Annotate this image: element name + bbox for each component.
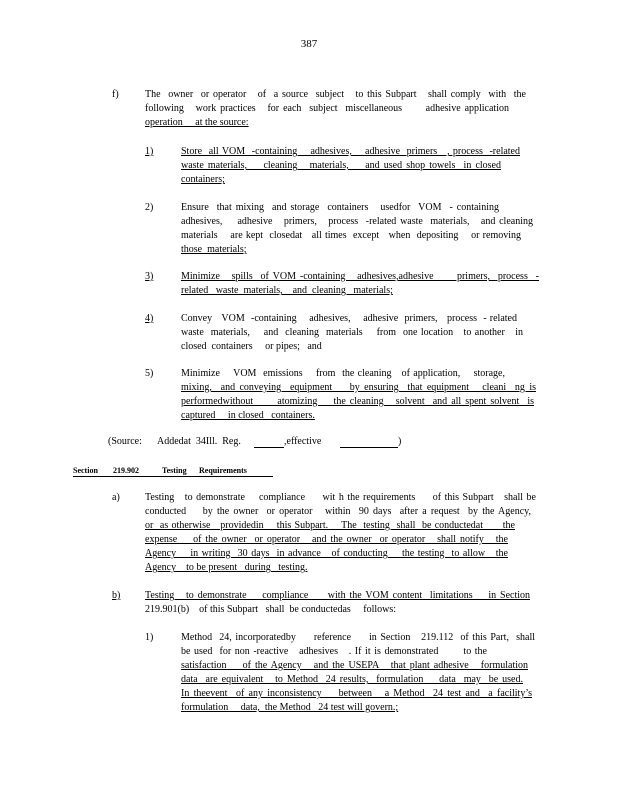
item-1-line-2: waste materials, cleaning materials, and used shop towels in closed: [181, 160, 501, 171]
method-item-line-3: satisfaction of the Agency and the USEPA that plant adhesive formulation: [181, 660, 528, 671]
item-5-line-4: captured in closed containers.: [181, 410, 315, 421]
method-item-line-1: Method 24, incorporatedby reference in Section 219.112 of this Part, shall: [181, 632, 535, 643]
subsection-a-label: a): [112, 492, 120, 503]
effective-date-blank: [340, 447, 398, 448]
item-2-line-1: Ensure that mixing and storage containers usedfor VOM - containing: [181, 202, 499, 213]
subsection-a-line-3: or as otherwise providedin this Subpart. The testing shall be conductedat the: [145, 520, 515, 531]
subsection-a-line-6: Agency to be present during testing.: [145, 562, 308, 573]
item-4-number: 4): [145, 313, 154, 324]
register-blank: [254, 447, 284, 448]
method-item-line-2: be used for non -reactive adhesives . If it is demonstrated to the: [181, 646, 487, 657]
subsection-a-line-5: Agency in writing 30 days in advance of conducting the testing to allow the: [145, 548, 508, 559]
method-item-number: 1): [145, 632, 154, 643]
method-item-line-6: formulation data, the Method 24 test will govern.;: [181, 702, 399, 713]
paragraph-f-label: f): [112, 89, 119, 100]
item-2-number: 2): [145, 202, 154, 213]
item-4-line-1: Convey VOM -containing adhesives, adhesive primers, process - related: [181, 313, 517, 324]
section-title-word-1: Testing: [162, 466, 187, 475]
method-item-line-5: In theevent of any inconsistency between a Method 24 test and a facility’s: [181, 688, 532, 699]
item-2-line-3: materials are kept closedat all times except when depositing or removing: [181, 230, 521, 241]
subsection-a-line-4: expense of the owner or operator and the owner or operator shall notify the: [145, 534, 508, 545]
paragraph-f-line-1: The owner or operator of a source subject to this Subpart shall comply with the: [145, 89, 526, 100]
section-heading-rule: [73, 476, 273, 477]
item-5-line-1: Minimize VOM emissions from the cleaning of application, storage,: [181, 368, 505, 379]
page-number: 387: [300, 38, 318, 50]
source-added: Addedat 34Ill. Reg.: [157, 436, 241, 447]
source-open: (Source:: [108, 436, 142, 447]
item-4-line-2: waste materials, and cleaning materials from one location to another in: [181, 327, 523, 338]
section-label: Section: [73, 466, 98, 475]
paragraph-f-line-3: operation at the source:: [145, 117, 249, 128]
subsection-b-line-2: 219.901(b) of this Subpart shall be conductedas follows:: [145, 604, 397, 615]
subsection-a-line-2: conducted by the owner or operator within 90 days after a request by the Agency,: [145, 506, 531, 517]
item-3-line-2: related waste materials, and cleaning materials;: [181, 285, 393, 296]
item-1-line-3: containers;: [181, 174, 225, 185]
subsection-b-line-1: Testing to demonstrate compliance with the VOM content limitations in Section: [145, 590, 530, 601]
item-2-line-2: adhesives, adhesive primers, process -related waste materials, and cleaning: [181, 216, 533, 227]
section-title-word-2: Requirements: [199, 466, 247, 475]
subsection-a-line-1: Testing to demonstrate compliance wit h the requirements of this Subpart shall be: [145, 492, 536, 503]
method-item-line-4: data are equivalent to Method 24 results, formulation data may be used.: [181, 674, 523, 685]
source-effective: ,effective: [284, 436, 322, 447]
item-4-line-3: closed containers or pipes; and: [181, 341, 322, 352]
item-5-line-2: mixing, and conveying equipment by ensuring that equipment cleani ng is: [181, 382, 536, 393]
item-5-number: 5): [145, 368, 154, 379]
subsection-b-label: b): [112, 590, 121, 601]
item-5-line-3: performedwithout atomizing the cleaning solvent and all spent solvent is: [181, 396, 534, 407]
item-1-line-1: Store all VOM -containing adhesives, adhesive primers , process -related: [181, 146, 520, 157]
item-3-line-1: Minimize spills of VOM -containing adhesives,adhesive primers, process -: [181, 271, 539, 282]
source-close: ): [398, 436, 402, 447]
item-3-number: 3): [145, 271, 154, 282]
paragraph-f-line-2: following work practices for each subject miscellaneous adhesive application: [145, 103, 509, 114]
section-number: 219.902: [113, 466, 139, 475]
item-1-number: 1): [145, 146, 154, 157]
item-2-line-4: those materials;: [181, 244, 247, 255]
